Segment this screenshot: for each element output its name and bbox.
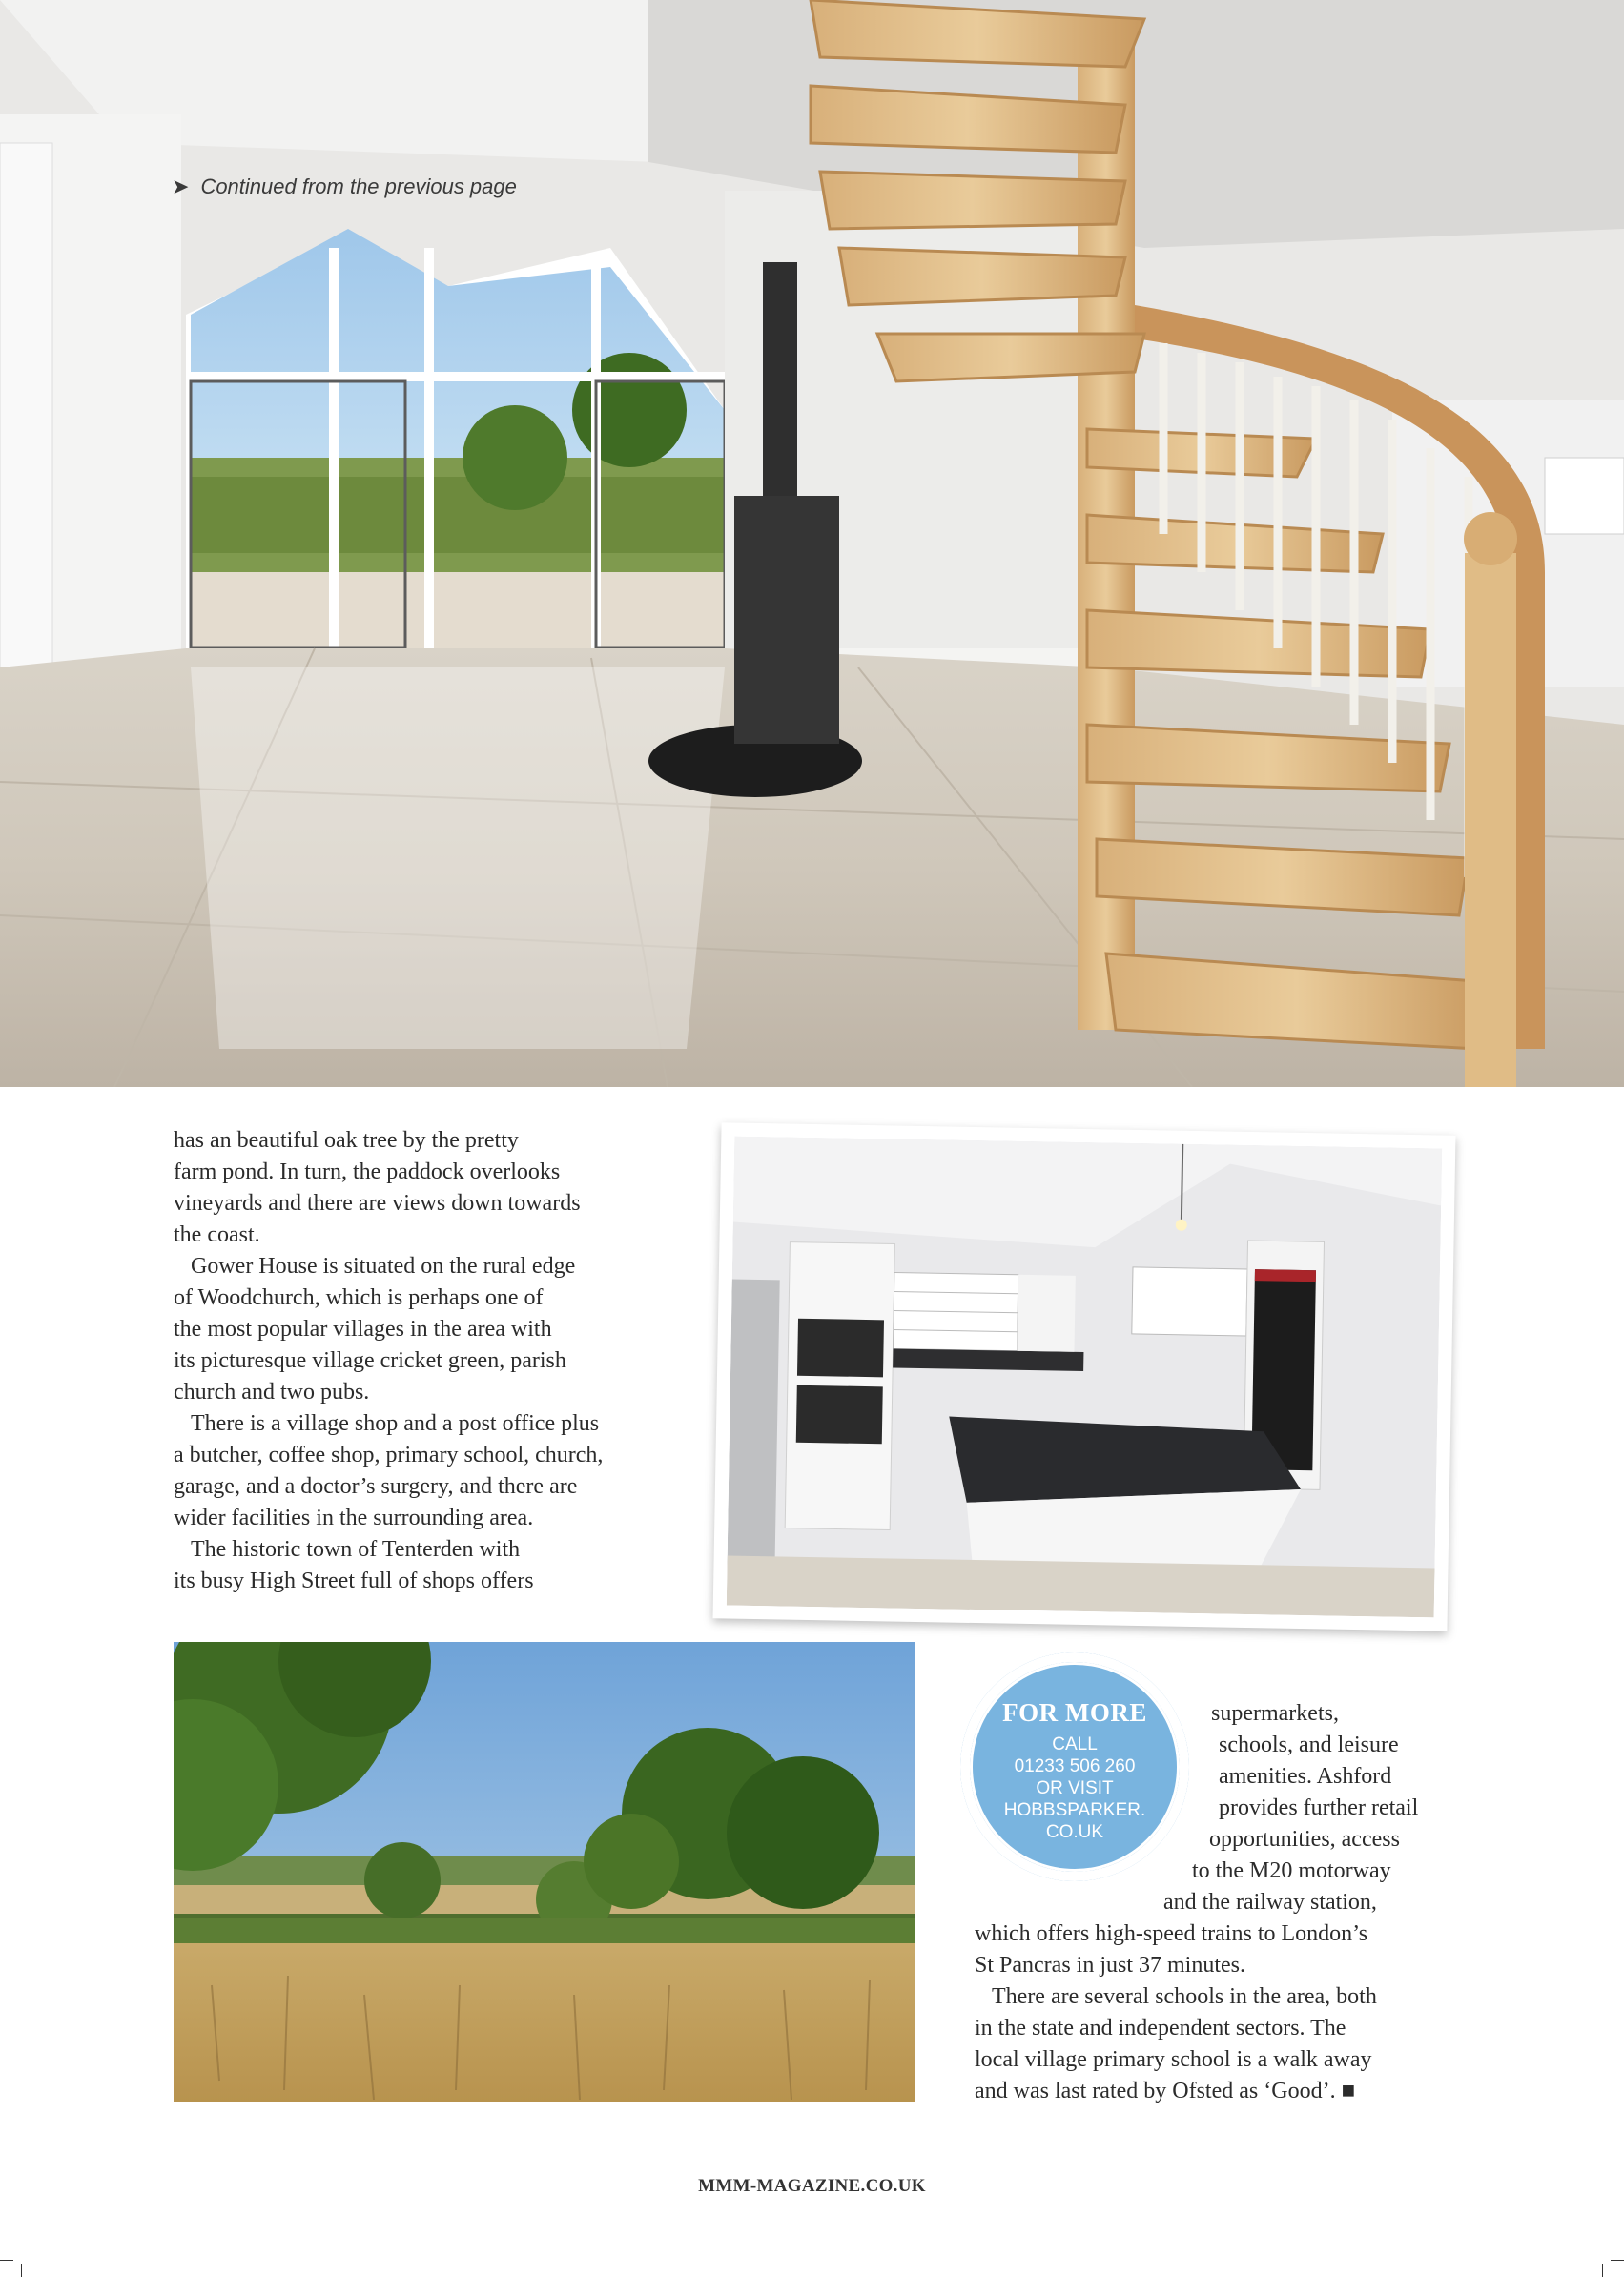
badge-website-line1: HOBBSPARKER. — [1003, 1800, 1146, 1820]
badge-title: FOR MORE — [1002, 1698, 1147, 1727]
crop-mark — [1611, 2260, 1624, 2261]
continued-label: Continued from the previous page — [200, 174, 517, 198]
footer-website: MMM-MAGAZINE.CO.UK — [698, 2176, 926, 2196]
arrow-right-icon: ➤ — [172, 174, 190, 198]
text-line: its busy High Street full of shops offers — [174, 1569, 534, 1593]
text-line: which offers high-speed trains to London’s — [975, 1921, 1368, 1946]
countryside-illustration — [174, 1642, 915, 2102]
badge-website-line2: CO.UK — [1045, 1822, 1104, 1842]
text-line: wider facilities in the surrounding area. — [174, 1506, 534, 1530]
text-line: in the state and independent sectors. The — [975, 2016, 1346, 2041]
text-line: its picturesque village cricket green, parish — [174, 1348, 566, 1373]
text-line: supermarkets, — [1211, 1701, 1339, 1726]
hero-photo-living-room — [0, 0, 1624, 1087]
text-line: schools, and leisure — [1219, 1733, 1399, 1757]
text-line: vineyards and there are views down towards — [174, 1191, 581, 1216]
text-line: There is a village shop and a post office plus — [191, 1411, 600, 1436]
badge-or-visit: OR VISIT — [1036, 1778, 1114, 1798]
text-line: opportunities, access — [1209, 1827, 1400, 1852]
living-room-illustration — [0, 0, 1624, 1087]
text-line: There are several schools in the area, both — [992, 1984, 1377, 2009]
text-line: to the M20 motorway — [1192, 1858, 1391, 1883]
text-line: local village primary school is a walk away — [975, 2047, 1372, 2072]
text-line: the coast. — [174, 1222, 260, 1247]
article-text-right — [975, 1698, 1470, 2107]
text-line: has an beautiful oak tree by the pretty — [174, 1128, 519, 1153]
crop-mark — [21, 2264, 22, 2277]
text-line: provides further retail — [1219, 1795, 1419, 1820]
text-line: amenities. Ashford — [1219, 1764, 1392, 1789]
kitchen-illustration — [727, 1137, 1442, 1618]
continued-from-previous — [172, 174, 517, 199]
text-line: church and two pubs. — [174, 1380, 370, 1405]
article-text-left — [174, 1125, 669, 1597]
text-line: Gower House is situated on the rural edge — [191, 1254, 576, 1279]
text-line: a butcher, coffee shop, primary school, church, — [174, 1443, 604, 1467]
crop-mark — [1602, 2264, 1603, 2277]
text-line: the most popular villages in the area with — [174, 1317, 552, 1342]
text-line: and the railway station, — [1163, 1890, 1377, 1915]
text-line: of Woodchurch, which is perhaps one of — [174, 1285, 544, 1310]
text-line: farm pond. In turn, the paddock overlooks — [174, 1159, 561, 1184]
kitchen-photo — [713, 1122, 1456, 1631]
text-line: garage, and a doctor’s surgery, and there are — [174, 1474, 578, 1499]
badge-call: CALL — [1052, 1734, 1098, 1754]
badge-phone: 01233 506 260 — [1014, 1756, 1136, 1776]
text-line: St Pancras in just 37 minutes. — [975, 1953, 1245, 1978]
text-line: and was last rated by Ofsted as ‘Good’. ■ — [975, 2079, 1356, 2103]
text-line: The historic town of Tenterden with — [191, 1537, 521, 1562]
crop-mark — [0, 2260, 13, 2261]
countryside-photo — [174, 1642, 915, 2102]
